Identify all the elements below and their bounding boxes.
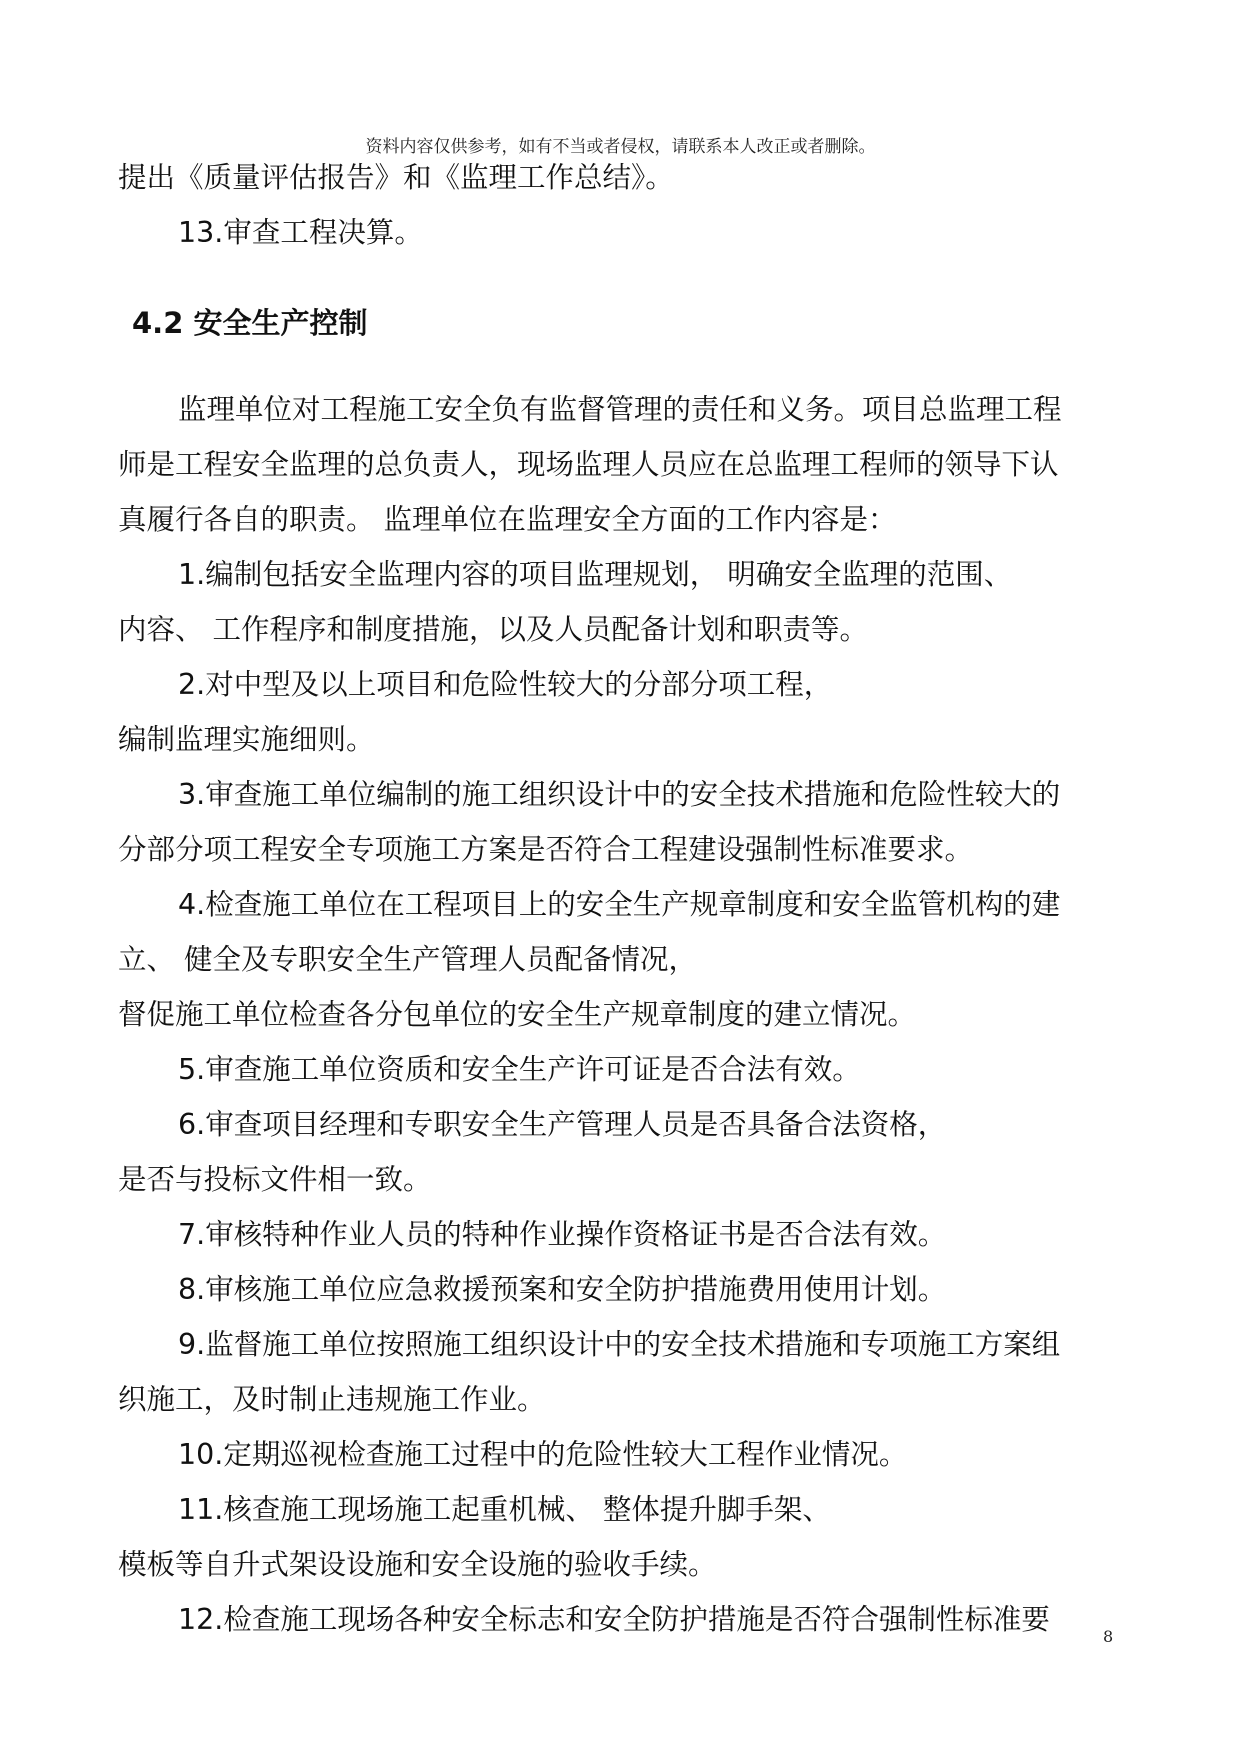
- paragraph-line: 是否与投标文件相一致。: [118, 1163, 432, 1196]
- list-item-7: 7.审核特种作业人员的特种作业操作资格证书是否合法有效。: [178, 1218, 947, 1251]
- list-item-1: 1.编制包括安全监理内容的项目监理规划， 明确安全监理的范围、: [178, 558, 1013, 591]
- list-item-9: 9.监督施工单位按照施工组织设计中的安全技术措施和专项施工方案组: [178, 1328, 1061, 1361]
- paragraph-line: 织施工，及时制止违规施工作业。: [118, 1383, 546, 1416]
- paragraph-line: 真履行各自的职责。 监理单位在监理安全方面的工作内容是：: [118, 503, 897, 536]
- paragraph-line: 模板等自升式架设设施和安全设施的验收手续。: [118, 1548, 717, 1581]
- disclaimer-header: 资料内容仅供参考，如有不当或者侵权，请联系本人改正或者删除。: [365, 137, 876, 157]
- list-item-3: 3.审查施工单位编制的施工组织设计中的安全技术措施和危险性较大的: [178, 778, 1061, 811]
- paragraph-line: 分部分项工程安全专项施工方案是否符合工程建设强制性标准要求。: [118, 833, 974, 866]
- list-item-11: 11.核查施工现场施工起重机械、 整体提升脚手架、: [178, 1493, 831, 1526]
- list-item-8: 8.审核施工单位应急救援预案和安全防护措施费用使用计划。: [178, 1273, 947, 1306]
- paragraph-line: 提出《质量评估报告》和《监理工作总结》。: [118, 161, 674, 194]
- paragraph-line: 监理单位对工程施工安全负有监督管理的责任和义务。项目总监理工程: [178, 393, 1062, 426]
- list-item-10: 10.定期巡视检查施工过程中的危险性较大工程作业情况。: [178, 1438, 908, 1471]
- list-item-6: 6.审查项目经理和专职安全生产管理人员是否具备合法资格，: [178, 1108, 947, 1141]
- paragraph-line: 编制监理实施细则。: [118, 723, 375, 756]
- list-item-5: 5.审查施工单位资质和安全生产许可证是否合法有效。: [178, 1053, 861, 1086]
- list-item-13: 13.审查工程决算。: [178, 216, 423, 249]
- paragraph-line: 督促施工单位检查各分包单位的安全生产规章制度的建立情况。: [118, 998, 917, 1031]
- list-item-12: 12.检查施工现场各种安全标志和安全防护措施是否符合强制性标准要: [178, 1603, 1050, 1636]
- paragraph-line: 师是工程安全监理的总负责人，现场监理人员应在总监理工程师的领导下认: [118, 448, 1059, 481]
- paragraph-line: 立、 健全及专职安全生产管理人员配备情况，: [118, 943, 698, 976]
- list-item-4: 4.检查施工单位在工程项目上的安全生产规章制度和安全监管机构的建: [178, 888, 1061, 921]
- list-item-2: 2.对中型及以上项目和危险性较大的分部分项工程，: [178, 668, 833, 701]
- page-number: 8: [1103, 1627, 1114, 1646]
- section-heading: 4.2 安全生产控制: [132, 306, 368, 340]
- paragraph-line: 内容、 工作程序和制度措施，以及人员配备计划和职责等。: [118, 613, 869, 646]
